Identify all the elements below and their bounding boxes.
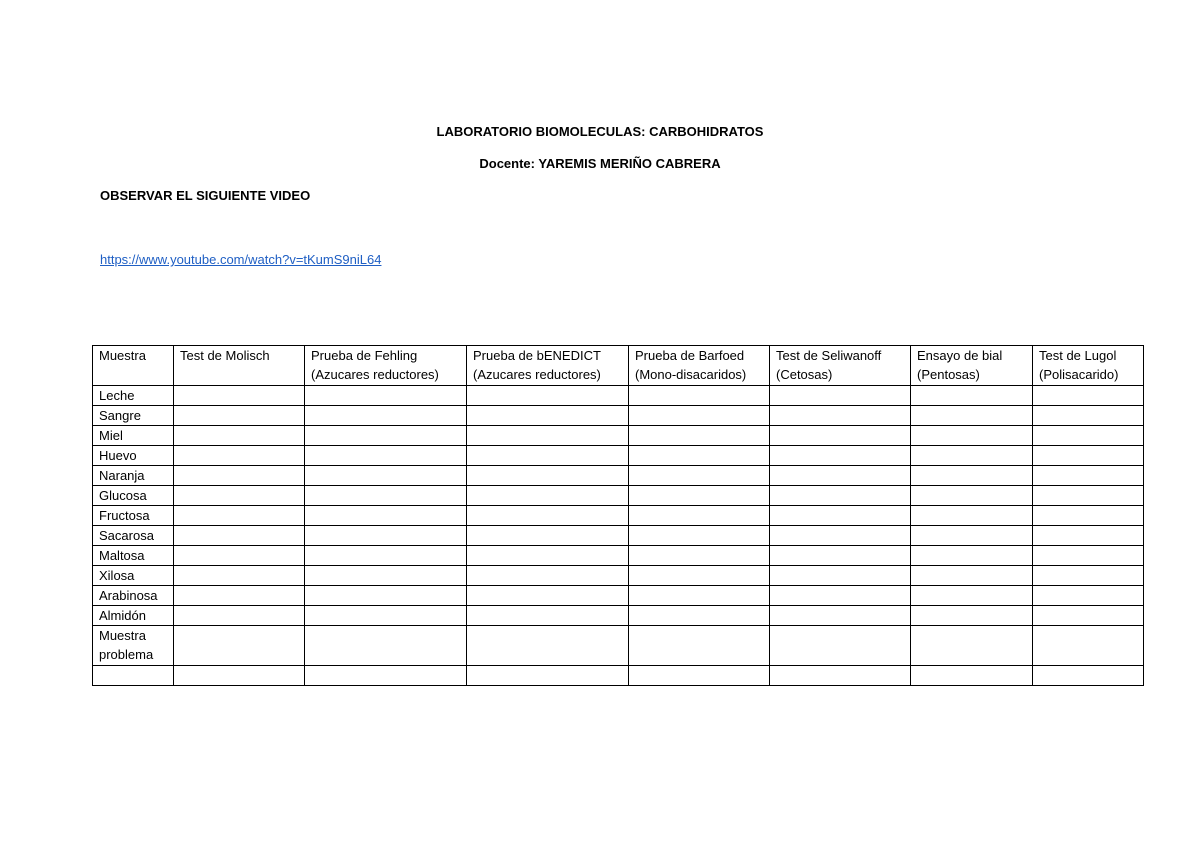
result-cell[interactable] [1033,386,1144,406]
result-cell[interactable] [467,426,629,446]
result-cell[interactable] [1033,566,1144,586]
result-cell[interactable] [305,546,467,566]
result-cell[interactable] [911,426,1033,446]
table-row [93,586,1144,606]
header-label: Test de Seliwanoff [776,348,882,363]
table-row [93,526,1144,546]
result-cell[interactable] [629,466,770,486]
result-cell[interactable] [467,586,629,606]
result-cell[interactable] [770,546,911,566]
result-cell[interactable] [770,566,911,586]
instruction-text: OBSERVAR EL SIGUIENTE VIDEO [100,188,311,203]
result-cell[interactable] [911,546,1033,566]
result-cell[interactable] [467,606,629,626]
header-label: Test de Molisch [180,348,270,363]
header-sublabel: (Azucares reductores) [473,367,601,382]
result-cell[interactable] [770,626,911,666]
result-cell[interactable] [1033,546,1144,566]
result-cell[interactable] [1033,486,1144,506]
result-cell[interactable] [629,586,770,606]
empty-cell[interactable] [911,666,1033,686]
result-cell[interactable] [305,446,467,466]
video-link[interactable]: https://www.youtube.com/watch?v=tKumS9niL64 [100,252,382,267]
table-row [93,506,1144,526]
problem-sample-label [93,626,174,666]
header-label: Prueba de Barfoed [635,348,745,363]
result-cell[interactable] [1033,526,1144,546]
document-title: LABORATORIO BIOMOLECULAS: CARBOHIDRATOS [436,124,764,139]
result-cell[interactable] [174,586,305,606]
teacher-name: Docente: YAREMIS MERIÑO CABRERA [479,156,721,171]
result-cell[interactable] [174,566,305,586]
result-cell[interactable] [174,406,305,426]
problem-sample-line2: problema [99,647,154,662]
result-cell[interactable] [770,386,911,406]
result-cell[interactable] [911,446,1033,466]
result-cell[interactable] [305,526,467,546]
header-lugol [1033,346,1144,386]
sample-name: Almidón [93,606,174,626]
result-cell[interactable] [467,386,629,406]
result-cell[interactable] [467,526,629,546]
result-cell[interactable] [770,586,911,606]
result-cell[interactable] [1033,606,1144,626]
result-cell[interactable] [174,546,305,566]
sample-name: Maltosa [93,546,174,566]
empty-cell[interactable] [467,666,629,686]
sample-name: Glucosa [93,486,174,506]
result-cell[interactable] [305,506,467,526]
table-body [93,386,1144,686]
result-cell[interactable] [911,586,1033,606]
result-cell[interactable] [305,586,467,606]
empty-row [93,666,1144,686]
result-cell[interactable] [174,506,305,526]
result-cell[interactable] [770,426,911,446]
result-cell[interactable] [305,406,467,426]
table-row [93,486,1144,506]
result-cell[interactable] [305,606,467,626]
problem-sample-line1: Muestra [99,628,146,643]
result-cell[interactable] [305,566,467,586]
result-cell[interactable] [629,386,770,406]
result-cell[interactable] [467,466,629,486]
header-row [93,346,1144,386]
result-cell[interactable] [911,466,1033,486]
header-seliwanoff [770,346,911,386]
empty-cell[interactable] [770,666,911,686]
header-bial [911,346,1033,386]
results-table [92,345,1144,686]
header-molisch [174,346,305,386]
result-cell[interactable] [770,446,911,466]
sample-name: Arabinosa [93,586,174,606]
header-label: Prueba de Fehling [311,348,418,363]
header-label: Muestra [99,348,146,363]
result-cell[interactable] [629,546,770,566]
header-label: Prueba de bENEDICT [473,348,601,363]
header-label: Ensayo de bial [917,348,1003,363]
header-barfoed [629,346,770,386]
sample-name: Sangre [93,406,174,426]
result-cell[interactable] [911,506,1033,526]
result-cell[interactable] [770,506,911,526]
table-row [93,466,1144,486]
result-cell[interactable] [911,386,1033,406]
result-cell[interactable] [911,486,1033,506]
result-cell[interactable] [174,446,305,466]
result-cell[interactable] [629,606,770,626]
header-fehling [305,346,467,386]
result-cell[interactable] [467,486,629,506]
result-cell[interactable] [770,526,911,546]
result-cell[interactable] [770,486,911,506]
result-cell[interactable] [174,486,305,506]
sample-name: Naranja [93,466,174,486]
table-row [93,426,1144,446]
empty-cell[interactable] [629,666,770,686]
result-cell[interactable] [174,526,305,546]
sample-name: Xilosa [93,566,174,586]
result-cell[interactable] [911,566,1033,586]
result-cell[interactable] [467,566,629,586]
result-cell[interactable] [629,486,770,506]
header-sublabel: (Cetosas) [776,367,833,382]
header-sublabel: (Azucares reductores) [311,367,439,382]
sample-name: Leche [93,386,174,406]
result-cell[interactable] [174,606,305,626]
result-cell[interactable] [305,426,467,446]
result-cell[interactable] [467,506,629,526]
sample-name: Miel [93,426,174,446]
result-cell[interactable] [629,566,770,586]
result-cell[interactable] [911,406,1033,426]
result-cell[interactable] [629,526,770,546]
result-cell[interactable] [1033,406,1144,426]
sample-name: Fructosa [93,506,174,526]
result-cell[interactable] [174,426,305,446]
empty-cell[interactable] [174,666,305,686]
result-cell[interactable] [770,466,911,486]
empty-cell[interactable] [1033,666,1144,686]
header-label: Test de Lugol [1039,348,1117,363]
result-cell[interactable] [305,626,467,666]
table-row [93,406,1144,426]
table-row [93,546,1144,566]
header-sublabel: (Polisacarido) [1039,367,1119,382]
sample-name: Huevo [93,446,174,466]
result-cell[interactable] [629,426,770,446]
result-cell[interactable] [911,606,1033,626]
result-cell[interactable] [467,446,629,466]
result-cell[interactable] [1033,586,1144,606]
result-cell[interactable] [1033,446,1144,466]
result-cell[interactable] [1033,626,1144,666]
result-cell[interactable] [770,606,911,626]
empty-cell[interactable] [305,666,467,686]
result-cell[interactable] [629,506,770,526]
table-row [93,386,1144,406]
table-row [93,566,1144,586]
table-row [93,606,1144,626]
result-cell[interactable] [629,446,770,466]
header-sublabel: (Pentosas) [917,367,980,382]
result-cell[interactable] [629,406,770,426]
header-sublabel: (Mono-disacaridos) [635,367,747,382]
result-cell[interactable] [629,626,770,666]
result-cell[interactable] [467,626,629,666]
result-cell[interactable] [1033,506,1144,526]
result-cell[interactable] [1033,426,1144,446]
result-cell[interactable] [911,526,1033,546]
header-sample [93,346,174,386]
result-cell[interactable] [911,626,1033,666]
result-cell[interactable] [174,386,305,406]
result-cell[interactable] [305,386,467,406]
result-cell[interactable] [174,466,305,486]
result-cell[interactable] [770,406,911,426]
header-benedict [467,346,629,386]
sample-name: Sacarosa [93,526,174,546]
empty-cell[interactable] [93,666,174,686]
result-cell[interactable] [467,546,629,566]
result-cell[interactable] [174,626,305,666]
result-cell[interactable] [1033,466,1144,486]
problem-sample-row [93,626,1144,666]
result-cell[interactable] [305,466,467,486]
result-cell[interactable] [467,406,629,426]
result-cell[interactable] [305,486,467,506]
table-row [93,446,1144,466]
